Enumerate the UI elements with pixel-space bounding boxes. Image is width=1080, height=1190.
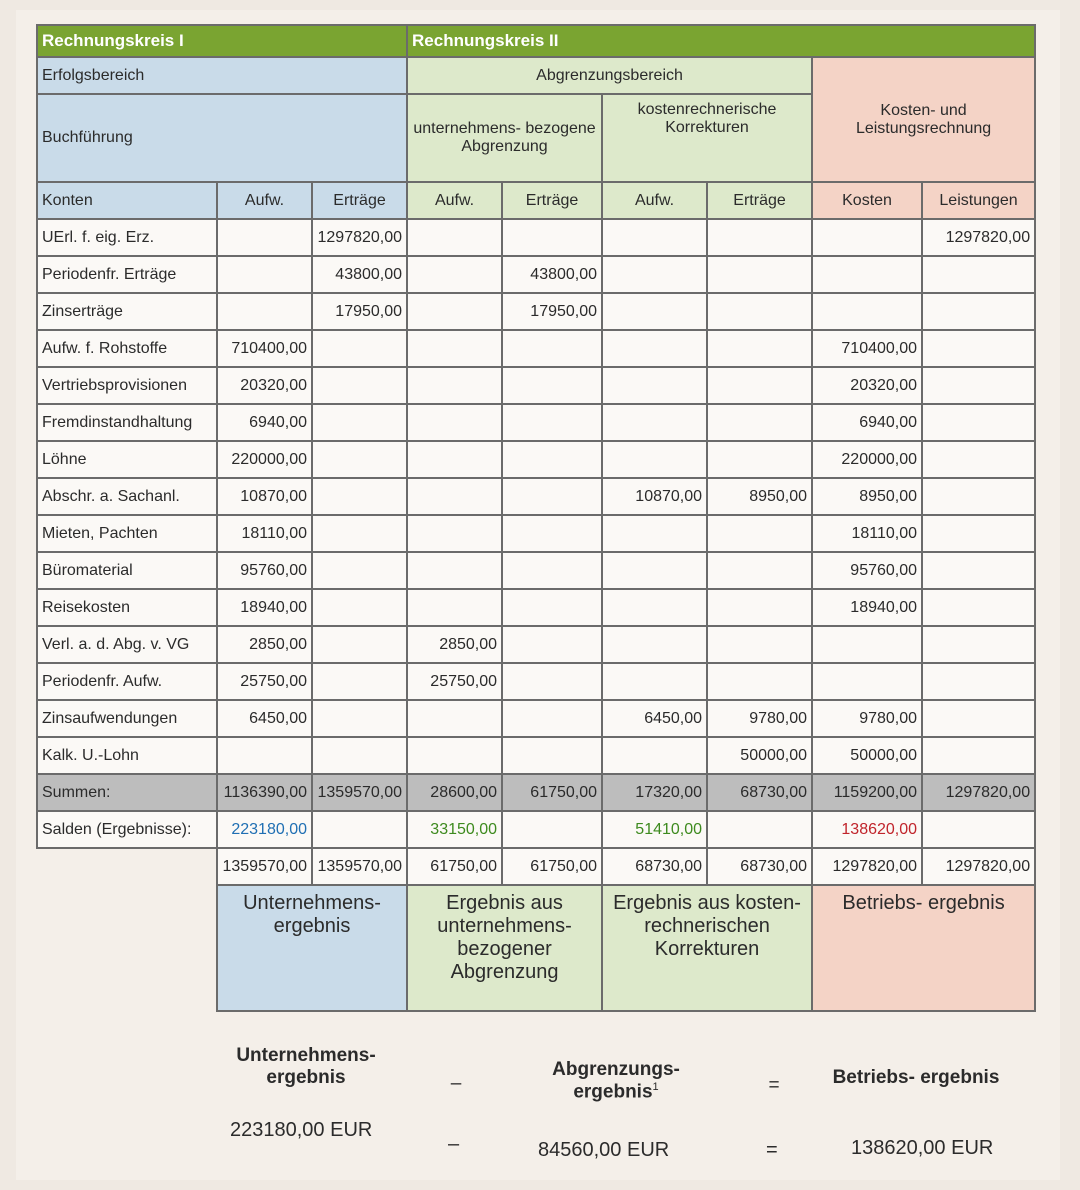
konto-value xyxy=(602,293,707,330)
konto-label: Fremdinstandhaltung xyxy=(37,404,217,441)
konto-value xyxy=(502,219,602,256)
konto-value xyxy=(707,589,812,626)
konto-value xyxy=(602,626,707,663)
salden-korrekturen: 51410,00 xyxy=(602,811,707,848)
table-row xyxy=(37,663,1035,700)
total-cell: 61750,00 xyxy=(407,848,502,885)
buchfuehrung: Buchführung xyxy=(37,94,407,182)
konto-value xyxy=(707,367,812,404)
rechnungskreis-1: Rechnungskreis I xyxy=(37,25,407,57)
summen-cell: 28600,00 xyxy=(407,774,502,811)
konto-value xyxy=(922,737,1035,774)
col-ertraege-3: Erträge xyxy=(707,182,812,219)
value-unternehmensergebnis: 223180,00 EUR xyxy=(230,1119,373,1141)
konto-value xyxy=(407,737,502,774)
konto-value: 710400,00 xyxy=(217,330,312,367)
konto-value xyxy=(312,626,407,663)
konto-value: 10870,00 xyxy=(602,478,707,515)
unternehmensbezogene-abgrenzung: unternehmens- bezogene Abgrenzung xyxy=(407,94,602,182)
konto-value: 43800,00 xyxy=(312,256,407,293)
konto-value xyxy=(707,219,812,256)
summen-label: Summen: xyxy=(37,774,217,811)
footnote-marker: 1 xyxy=(652,1081,659,1093)
konto-value xyxy=(707,293,812,330)
konto-value xyxy=(312,552,407,589)
total-cell: 1297820,00 xyxy=(812,848,922,885)
konto-value xyxy=(217,219,312,256)
erfolgsbereich: Erfolgsbereich xyxy=(37,57,407,94)
result-abgrenzung: Ergebnis aus unternehmens- bezogener Abgrenzung xyxy=(407,885,602,1011)
konto-value xyxy=(407,367,502,404)
konto-value xyxy=(407,256,502,293)
kostenrechnerische-korrekturen: kostenrechnerische Korrekturen xyxy=(602,94,812,182)
konto-label: Verl. a. d. Abg. v. VG xyxy=(37,626,217,663)
konto-value: 6940,00 xyxy=(217,404,312,441)
table-row xyxy=(37,441,1035,478)
konto-label: Zinserträge xyxy=(37,293,217,330)
konto-label: Büromaterial xyxy=(37,552,217,589)
konto-value xyxy=(602,367,707,404)
result-korrekturen: Ergebnis aus kosten- rechnerischen Korrekturen xyxy=(602,885,812,1011)
total-cell: 68730,00 xyxy=(707,848,812,885)
salden-abgrenzung: 33150,00 xyxy=(407,811,502,848)
table-row xyxy=(37,404,1035,441)
table-row xyxy=(37,219,1035,256)
konto-value xyxy=(502,589,602,626)
summen-cell: 1297820,00 xyxy=(922,774,1035,811)
konto-value xyxy=(922,589,1035,626)
konto-value xyxy=(407,700,502,737)
col-aufw-2: Aufw. xyxy=(407,182,502,219)
konto-value: 8950,00 xyxy=(812,478,922,515)
konto-value xyxy=(707,515,812,552)
konto-value: 10870,00 xyxy=(217,478,312,515)
salden-empty xyxy=(707,811,812,848)
konto-value xyxy=(812,256,922,293)
konto-value xyxy=(502,700,602,737)
konto-value: 710400,00 xyxy=(812,330,922,367)
konto-value xyxy=(407,293,502,330)
konto-value: 43800,00 xyxy=(502,256,602,293)
table-row xyxy=(37,256,1035,293)
konto-label: Löhne xyxy=(37,441,217,478)
ergebnis-formel xyxy=(216,1045,1016,1165)
salden-betriebsergebnis: 138620,00 xyxy=(812,811,922,848)
konto-value xyxy=(602,330,707,367)
konto-value xyxy=(602,552,707,589)
konto-label: UErl. f. eig. Erz. xyxy=(37,219,217,256)
konto-label: Aufw. f. Rohstoffe xyxy=(37,330,217,367)
konto-value xyxy=(922,367,1035,404)
kosten-leistungsrechnung: Kosten- und Leistungsrechnung xyxy=(812,57,1035,182)
konto-value xyxy=(922,441,1035,478)
table-row xyxy=(37,478,1035,515)
konto-value xyxy=(407,330,502,367)
table-row xyxy=(37,293,1035,330)
rechnungskreis-2: Rechnungskreis II xyxy=(407,25,1035,57)
konto-value xyxy=(812,293,922,330)
konto-value: 6450,00 xyxy=(217,700,312,737)
konto-value xyxy=(312,404,407,441)
konto-value: 95760,00 xyxy=(217,552,312,589)
salden-empty xyxy=(502,811,602,848)
salden-empty xyxy=(922,811,1035,848)
konto-label: Vertriebsprovisionen xyxy=(37,367,217,404)
konto-value: 1297820,00 xyxy=(312,219,407,256)
konto-value xyxy=(407,589,502,626)
konto-value xyxy=(502,552,602,589)
konto-value xyxy=(312,663,407,700)
konto-value xyxy=(407,441,502,478)
konto-value: 18940,00 xyxy=(217,589,312,626)
konto-value xyxy=(707,441,812,478)
konto-value xyxy=(502,367,602,404)
table-row xyxy=(37,552,1035,589)
formula-equals-2: = xyxy=(766,1139,778,1161)
formula-term: Unternehmens- ergebnis xyxy=(236,1045,376,1088)
konto-value xyxy=(502,515,602,552)
konto-label: Mieten, Pachten xyxy=(37,515,217,552)
konto-value: 50000,00 xyxy=(812,737,922,774)
salden-label: Salden (Ergebnisse): xyxy=(37,811,217,848)
konto-value xyxy=(602,663,707,700)
page xyxy=(16,10,1060,1180)
konto-value xyxy=(707,552,812,589)
spacer xyxy=(37,885,217,1011)
konto-value: 17950,00 xyxy=(312,293,407,330)
total-cell: 1359570,00 xyxy=(312,848,407,885)
formula-equals: = xyxy=(768,1075,780,1096)
konto-value xyxy=(602,737,707,774)
konto-value: 2850,00 xyxy=(217,626,312,663)
konto-value xyxy=(312,700,407,737)
table-row xyxy=(37,737,1035,774)
formula-abgrenzungsergebnis xyxy=(516,1059,716,1103)
col-leistungen: Leistungen xyxy=(922,182,1035,219)
konto-value: 9780,00 xyxy=(707,700,812,737)
konto-value xyxy=(312,515,407,552)
konto-value: 20320,00 xyxy=(812,367,922,404)
konto-value: 1297820,00 xyxy=(922,219,1035,256)
konto-value xyxy=(407,515,502,552)
konto-value: 6940,00 xyxy=(812,404,922,441)
konto-value: 95760,00 xyxy=(812,552,922,589)
konto-value xyxy=(602,219,707,256)
konto-value: 50000,00 xyxy=(707,737,812,774)
formula-unternehmensergebnis xyxy=(216,1045,396,1089)
konto-value xyxy=(502,478,602,515)
col-kosten: Kosten xyxy=(812,182,922,219)
summen-cell: 61750,00 xyxy=(502,774,602,811)
table-row xyxy=(37,367,1035,404)
konto-value: 220000,00 xyxy=(812,441,922,478)
konto-value xyxy=(707,404,812,441)
konto-value xyxy=(502,663,602,700)
konto-value: 18110,00 xyxy=(217,515,312,552)
konto-value xyxy=(217,256,312,293)
konto-value: 8950,00 xyxy=(707,478,812,515)
total-cell: 1359570,00 xyxy=(217,848,312,885)
konto-value xyxy=(502,737,602,774)
table-row xyxy=(37,515,1035,552)
konto-label: Periodenfr. Erträge xyxy=(37,256,217,293)
konto-value xyxy=(922,478,1035,515)
spacer xyxy=(37,848,217,885)
salden-empty xyxy=(312,811,407,848)
konto-value xyxy=(502,626,602,663)
konto-value xyxy=(407,219,502,256)
konto-label: Abschr. a. Sachanl. xyxy=(37,478,217,515)
col-ertraege-1: Erträge xyxy=(312,182,407,219)
formula-minus: – xyxy=(450,1073,462,1094)
total-cell: 61750,00 xyxy=(502,848,602,885)
summen-cell: 1136390,00 xyxy=(217,774,312,811)
abgrenzungstabelle xyxy=(36,24,1036,1012)
value-betriebsergebnis: 138620,00 EUR xyxy=(851,1137,994,1159)
konto-value: 18110,00 xyxy=(812,515,922,552)
konto-value: 9780,00 xyxy=(812,700,922,737)
konto-value: 17950,00 xyxy=(502,293,602,330)
konto-value: 6450,00 xyxy=(602,700,707,737)
konto-value xyxy=(217,737,312,774)
konto-value xyxy=(812,219,922,256)
konto-value xyxy=(922,404,1035,441)
konto-value xyxy=(312,441,407,478)
konto-label: Reisekosten xyxy=(37,589,217,626)
value-abgrenzungsergebnis: 84560,00 EUR xyxy=(538,1139,670,1161)
konto-value xyxy=(502,441,602,478)
konto-value xyxy=(812,626,922,663)
col-konten: Konten xyxy=(37,182,217,219)
konto-value: 20320,00 xyxy=(217,367,312,404)
konto-value xyxy=(707,330,812,367)
konto-label: Zinsaufwendungen xyxy=(37,700,217,737)
konto-value xyxy=(407,552,502,589)
konto-value xyxy=(707,626,812,663)
konto-value xyxy=(407,478,502,515)
konto-value xyxy=(922,293,1035,330)
konto-value xyxy=(922,700,1035,737)
konten-rows xyxy=(37,219,1035,774)
konto-value xyxy=(922,330,1035,367)
formula-term: Betriebs- ergebnis xyxy=(832,1067,1000,1088)
table-row xyxy=(37,330,1035,367)
table-row xyxy=(37,589,1035,626)
table-row xyxy=(37,626,1035,663)
konto-value xyxy=(312,737,407,774)
summen-cell: 17320,00 xyxy=(602,774,707,811)
konto-value xyxy=(312,589,407,626)
konto-value xyxy=(312,367,407,404)
summen-cell: 68730,00 xyxy=(707,774,812,811)
summen-cell: 1359570,00 xyxy=(312,774,407,811)
konto-value: 25750,00 xyxy=(217,663,312,700)
konto-value xyxy=(502,330,602,367)
konto-value xyxy=(217,293,312,330)
konto-value: 18940,00 xyxy=(812,589,922,626)
konto-value xyxy=(602,515,707,552)
konto-value xyxy=(312,330,407,367)
table-row xyxy=(37,700,1035,737)
col-ertraege-2: Erträge xyxy=(502,182,602,219)
konto-value xyxy=(922,552,1035,589)
konto-value: 25750,00 xyxy=(407,663,502,700)
konto-value: 220000,00 xyxy=(217,441,312,478)
summen-cell: 1159200,00 xyxy=(812,774,922,811)
result-unternehmensergebnis: Unternehmens- ergebnis xyxy=(217,885,407,1011)
formula-term: Abgrenzungs- ergebnis xyxy=(552,1059,680,1103)
formula-minus-2: – xyxy=(448,1133,460,1155)
konto-value xyxy=(407,404,502,441)
konto-value: 2850,00 xyxy=(407,626,502,663)
col-aufw-3: Aufw. xyxy=(602,182,707,219)
konto-value xyxy=(502,404,602,441)
col-aufw-1: Aufw. xyxy=(217,182,312,219)
salden-unternehmensergebnis: 223180,00 xyxy=(217,811,312,848)
total-cell: 1297820,00 xyxy=(922,848,1035,885)
konto-value xyxy=(922,626,1035,663)
konto-label: Periodenfr. Aufw. xyxy=(37,663,217,700)
konto-value xyxy=(922,663,1035,700)
total-cell: 68730,00 xyxy=(602,848,707,885)
abgrenzungsbereich: Abgrenzungsbereich xyxy=(407,57,812,94)
konto-value xyxy=(707,663,812,700)
konto-value xyxy=(812,663,922,700)
result-betriebsergebnis: Betriebs- ergebnis xyxy=(812,885,1035,1011)
konto-value xyxy=(602,256,707,293)
konto-label: Kalk. U.-Lohn xyxy=(37,737,217,774)
konto-value xyxy=(707,256,812,293)
konto-value xyxy=(602,589,707,626)
konto-value xyxy=(602,441,707,478)
konto-value xyxy=(312,478,407,515)
konto-value xyxy=(602,404,707,441)
konto-value xyxy=(922,515,1035,552)
formula-betriebsergebnis xyxy=(826,1067,1006,1089)
konto-value xyxy=(922,256,1035,293)
